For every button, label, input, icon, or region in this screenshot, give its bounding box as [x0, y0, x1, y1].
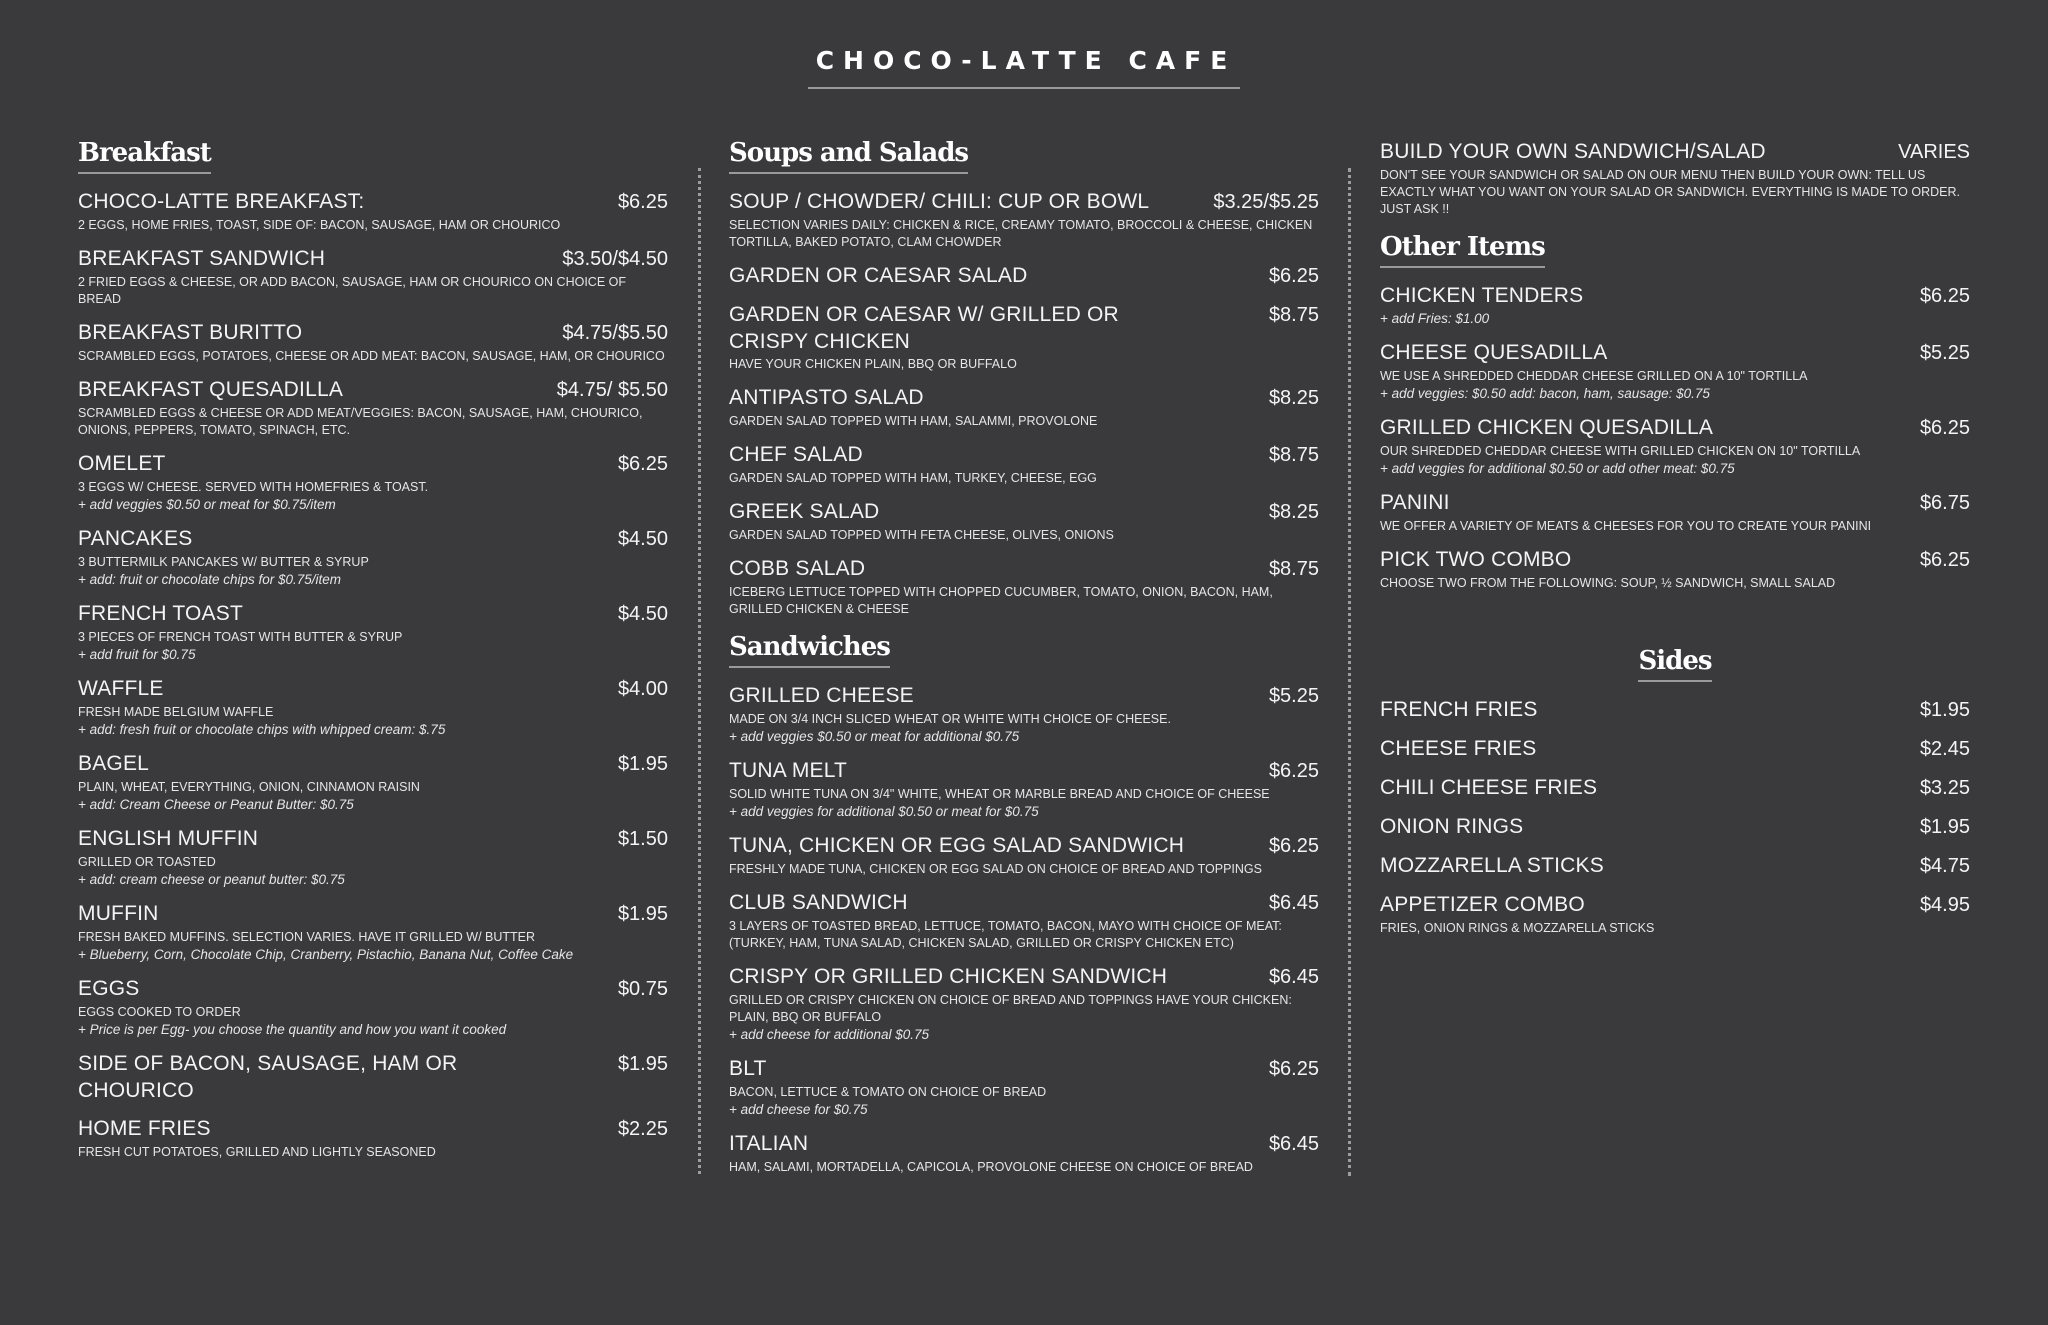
menu-item-price: $8.25 [1268, 501, 1319, 523]
menu-item [78, 600, 668, 664]
menu-item-price: $2.45 [1919, 738, 1970, 760]
menu-item-header [729, 555, 1319, 583]
menu-item-name: COBB SALAD [729, 557, 866, 580]
menu-item-name: BREAKFAST SANDWICH [78, 247, 326, 270]
menu-header [0, 46, 2048, 89]
menu-item-name: HOME FRIES [78, 1117, 211, 1140]
menu-item [729, 441, 1319, 487]
menu-item-price: $4.50 [617, 603, 668, 625]
menu-item-description: SOLID WHITE TUNA ON 3/4" WHITE, WHEAT OR MARBLE BREAD AND CHOICE OF CHEESE [729, 787, 1270, 801]
menu-item-price: $8.75 [1268, 558, 1319, 580]
menu-item-name: SIDE OF BACON, SAUSAGE, HAM OR CHOURICO [78, 1052, 458, 1102]
section-heading: Sides [1638, 646, 1711, 682]
menu-item-description: FRESH MADE BELGIUM WAFFLE [78, 705, 274, 719]
menu-item-price: $2.25 [617, 1118, 668, 1140]
menu-item-price: $1.95 [1919, 699, 1970, 721]
menu-item-header [1380, 774, 1970, 802]
menu-item-description: 2 FRIED EGGS & CHEESE, OR ADD BACON, SAUSAGE, HAM OR CHOURICO ON CHOICE OF BREAD [78, 275, 626, 306]
menu-item-description: BACON, LETTUCE & TOMATO ON CHOICE OF BREAD [729, 1085, 1047, 1099]
menu-item-addon-note: + add veggies $0.50 or meat for additional $0.75 [729, 729, 1020, 744]
menu-item-price: $4.50 [617, 528, 668, 550]
menu-item-price: $6.45 [1268, 1133, 1319, 1155]
menu-item-header [729, 441, 1319, 469]
menu-item [78, 525, 668, 589]
menu-column-2 [729, 138, 1319, 1190]
column-divider [698, 168, 701, 1174]
menu-item [729, 262, 1319, 290]
menu-item-price: $4.75 [1919, 855, 1970, 877]
menu-item-price: $8.25 [1268, 387, 1319, 409]
menu-item-addon-note: + Blueberry, Corn, Chocolate Chip, Cranberry, Pistachio, Banana Nut, Coffee Cake [78, 947, 574, 962]
menu-item-header [729, 498, 1319, 526]
menu-item-description: SCRAMBLED EGGS, POTATOES, CHEESE OR ADD MEAT: BACON, SAUSAGE, HAM, OR CHOURICO [78, 349, 665, 363]
menu-item-price: $8.75 [1268, 444, 1319, 466]
menu-item [729, 889, 1319, 952]
menu-item [729, 682, 1319, 746]
menu-item-header [729, 832, 1319, 860]
menu-item [1380, 891, 1970, 937]
menu-item [1380, 282, 1970, 328]
menu-item-price: $1.95 [1919, 816, 1970, 838]
menu-item-header [78, 1115, 668, 1143]
menu-item-price: $1.95 [617, 1053, 668, 1075]
menu-item-price: $6.25 [1268, 1058, 1319, 1080]
menu-item-price: $3.50/$4.50 [562, 248, 668, 270]
menu-item-addon-note: + add veggies for additional $0.50 or meat for $0.75 [729, 804, 1039, 819]
menu-item-header [1380, 546, 1970, 574]
menu-item [78, 750, 668, 814]
menu-item-description: CHOOSE TWO FROM THE FOLLOWING: SOUP, ½ SANDWICH, SMALL SALAD [1380, 576, 1836, 590]
menu-item-header [1380, 852, 1970, 880]
menu-item [78, 1050, 668, 1104]
column-divider [1348, 168, 1351, 1176]
section-sandwiches [729, 632, 1319, 1176]
menu-column-1 [78, 138, 668, 1175]
menu-item-header [1380, 696, 1970, 724]
menu-item-price: $6.25 [1268, 835, 1319, 857]
menu-item-price: $8.75 [1268, 304, 1319, 326]
menu-item-header [78, 1050, 668, 1104]
menu-item-price: $6.45 [1268, 892, 1319, 914]
menu-item-description: PLAIN, WHEAT, EVERYTHING, ONION, CINNAMON RAISIN [78, 780, 420, 794]
menu-item-name: ENGLISH MUFFIN [78, 827, 259, 850]
menu-item-price: $0.75 [617, 978, 668, 1000]
menu-item-addon-note: + add: fruit or chocolate chips for $0.75/item [78, 572, 342, 587]
menu-item-price: $4.95 [1919, 894, 1970, 916]
menu-item [729, 301, 1319, 373]
menu-item-description: EGGS COOKED TO ORDER [78, 1005, 241, 1019]
menu-item-description: HAVE YOUR CHICKEN PLAIN, BBQ OR BUFFALO [729, 357, 1017, 371]
menu-item-description: 3 LAYERS OF TOASTED BREAD, LETTUCE, TOMATO, BACON, MAYO WITH CHOICE OF MEAT: (TURKEY, HAM, TUNA SALAD, CHICKEN SALAD, GRILLED OR CRISPY CHICKEN ETC) [729, 919, 1282, 950]
menu-item-name: CHEESE QUESADILLA [1380, 341, 1608, 364]
section-other-items [1380, 232, 1970, 592]
menu-item-price: $6.25 [1919, 417, 1970, 439]
menu-item-header [729, 963, 1319, 991]
menu-item [78, 825, 668, 889]
menu-item [1380, 414, 1970, 478]
menu-item-header [78, 525, 668, 553]
menu-item [729, 555, 1319, 618]
menu-item [1380, 774, 1970, 802]
menu-item-description: GARDEN SALAD TOPPED WITH HAM, TURKEY, CHEESE, EGG [729, 471, 1097, 485]
menu-item-addon-note: + add fruit for $0.75 [78, 647, 196, 662]
menu-item-header [78, 376, 668, 404]
menu-item-header [729, 262, 1319, 290]
menu-item-description: OUR SHREDDED CHEDDAR CHEESE WITH GRILLED CHICKEN ON 10" TORTILLA [1380, 444, 1861, 458]
menu-item-price: $5.25 [1919, 342, 1970, 364]
menu-item-description: 3 BUTTERMILK PANCAKES W/ BUTTER & SYRUP [78, 555, 369, 569]
menu-item-header [78, 600, 668, 628]
menu-item-header [78, 450, 668, 478]
menu-item-name: CHEESE FRIES [1380, 737, 1537, 760]
menu-item-description: 3 EGGS W/ CHEESE. SERVED WITH HOMEFRIES & TOAST. [78, 480, 429, 494]
menu-item-price: $4.00 [617, 678, 668, 700]
menu-item-name: CHILI CHEESE FRIES [1380, 776, 1598, 799]
menu-item [729, 1055, 1319, 1119]
menu-item-header [1380, 282, 1970, 310]
menu-item-addon-note: + add veggies: $0.50 add: bacon, ham, sausage: $0.75 [1380, 386, 1710, 401]
menu-item-name: GREEK SALAD [729, 500, 880, 523]
menu-item [729, 832, 1319, 878]
menu-item-addon-note: + add Fries: $1.00 [1380, 311, 1490, 326]
section-heading: Sandwiches [729, 632, 890, 668]
menu-item-description: WE USE A SHREDDED CHEDDAR CHEESE GRILLED ON A 10" TORTILLA [1380, 369, 1808, 383]
menu-item [1380, 546, 1970, 592]
menu-item-price: $6.25 [1919, 549, 1970, 571]
menu-item-addon-note: + add veggies $0.50 or meat for $0.75/item [78, 497, 336, 512]
menu-item-addon-note: + add: cream cheese or peanut butter: $0.75 [78, 872, 345, 887]
menu-item-name: FRENCH FRIES [1380, 698, 1538, 721]
menu-item-addon-note: + add veggies for additional $0.50 or add other meat: $0.75 [1380, 461, 1735, 476]
menu-item-price: $1.95 [617, 903, 668, 925]
menu-item-price: $4.75/$5.50 [562, 322, 668, 344]
menu-item-name: CHEF SALAD [729, 443, 863, 466]
menu-item [78, 1115, 668, 1161]
menu-item-name: GRILLED CHEESE [729, 684, 914, 707]
menu-item-header [78, 319, 668, 347]
menu-item-name: BREAKFAST BURITTO [78, 321, 303, 344]
menu-item-price: $3.25 [1919, 777, 1970, 799]
menu-item-description: WE OFFER A VARIETY OF MEATS & CHEESES FOR YOU TO CREATE YOUR PANINI [1380, 519, 1872, 533]
menu-item [78, 450, 668, 514]
menu-item-header [1380, 339, 1970, 367]
menu-item-addon-note: + add: fresh fruit or chocolate chips with whipped cream: $.75 [78, 722, 446, 737]
menu-item-description: FRESHLY MADE TUNA, CHICKEN OR EGG SALAD ON CHOICE OF BREAD AND TOPPINGS [729, 862, 1262, 876]
section [1380, 138, 1970, 218]
menu-item-name: PANINI [1380, 491, 1450, 514]
menu-item-name: GRILLED CHICKEN QUESADILLA [1380, 416, 1714, 439]
menu-item-name: BUILD YOUR OWN SANDWICH/SALAD [1380, 140, 1766, 163]
menu-item-description: GARDEN SALAD TOPPED WITH FETA CHEESE, OLIVES, ONIONS [729, 528, 1114, 542]
menu-item-description: FRESH BAKED MUFFINS. SELECTION VARIES. HAVE IT GRILLED W/ BUTTER [78, 930, 536, 944]
menu-item-header [78, 975, 668, 1003]
menu-item-header [1380, 813, 1970, 841]
menu-item-price: $4.75/ $5.50 [556, 379, 668, 401]
menu-item-header [729, 384, 1319, 412]
menu-item [729, 498, 1319, 544]
menu-item-header [78, 188, 668, 216]
menu-item [1380, 339, 1970, 403]
menu-item-price: $6.25 [1919, 285, 1970, 307]
menu-item [1380, 813, 1970, 841]
menu-item-price: $3.25/$5.25 [1213, 191, 1319, 213]
menu-item [78, 376, 668, 439]
menu-item-header [78, 900, 668, 928]
menu-item-name: ONION RINGS [1380, 815, 1524, 838]
menu-item [729, 963, 1319, 1044]
menu-item-description: GRILLED OR TOASTED [78, 855, 216, 869]
menu-item-price: $1.50 [617, 828, 668, 850]
menu-item-header [78, 825, 668, 853]
menu-item-header [729, 188, 1319, 216]
menu-item-addon-note: + add cheese for additional $0.75 [729, 1027, 930, 1042]
section-heading: Breakfast [78, 138, 211, 174]
section-heading: Soups and Salads [729, 138, 968, 174]
menu-item-name: MOZZARELLA STICKS [1380, 854, 1604, 877]
menu-item-addon-note: + add cheese for $0.75 [729, 1102, 868, 1117]
menu-item-header [729, 757, 1319, 785]
section-heading: Other Items [1380, 232, 1545, 268]
menu-item-header [78, 675, 668, 703]
menu-item-name: CLUB SANDWICH [729, 891, 908, 914]
menu-item-header [729, 301, 1319, 355]
menu-item [1380, 852, 1970, 880]
menu-item-name: APPETIZER COMBO [1380, 893, 1585, 916]
menu-item-name: ITALIAN [729, 1132, 809, 1155]
menu-item-header [1380, 138, 1970, 166]
menu-item-addon-note: + Price is per Egg- you choose the quantity and how you want it cooked [78, 1022, 507, 1037]
menu-title: CHOCO-LATTE CAFE [808, 46, 1241, 89]
menu-item [78, 900, 668, 964]
menu-item-price: VARIES [1898, 141, 1970, 163]
menu-item [78, 188, 668, 234]
menu-item-name: CHICKEN TENDERS [1380, 284, 1584, 307]
menu-column-3 [1380, 138, 1970, 951]
menu-item-name: BREAKFAST QUESADILLA [78, 378, 344, 401]
menu-item-header [729, 889, 1319, 917]
menu-item [78, 675, 668, 739]
section-breakfast [78, 138, 668, 1161]
menu-item-name: TUNA MELT [729, 759, 848, 782]
menu-item-description: FRIES, ONION RINGS & MOZZARELLA STICKS [1380, 921, 1655, 935]
menu-item [1380, 489, 1970, 535]
menu-item-description: FRESH CUT POTATOES, GRILLED AND LIGHTLY SEASONED [78, 1145, 436, 1159]
menu-item [78, 245, 668, 308]
menu-item-name: CHOCO-LATTE BREAKFAST: [78, 190, 365, 213]
menu-item-price: $6.25 [1268, 265, 1319, 287]
menu-item-description: GRILLED OR CRISPY CHICKEN ON CHOICE OF BREAD AND TOPPINGS HAVE YOUR CHICKEN: PLAIN, BBQ OR BUFFALO [729, 993, 1292, 1024]
menu-item-header [729, 682, 1319, 710]
menu-item-name: TUNA, CHICKEN OR EGG SALAD SANDWICH [729, 834, 1185, 857]
menu-item [729, 757, 1319, 821]
spacer [1380, 606, 1970, 646]
menu-item-name: CRISPY OR GRILLED CHICKEN SANDWICH [729, 965, 1168, 988]
menu-item-price: $6.25 [617, 453, 668, 475]
menu-item-description: DON'T SEE YOUR SANDWICH OR SALAD ON OUR MENU THEN BUILD YOUR OWN: TELL US EXACTLY WHAT YOU WANT ON YOUR SALAD OR SANDWICH. EVERYTHING IS MADE TO ORDER. JUST ASK !! [1380, 168, 1960, 216]
menu-item-description: HAM, SALAMI, MORTADELLA, CAPICOLA, PROVOLONE CHEESE ON CHOICE OF BREAD [729, 1160, 1253, 1174]
menu-item-header [78, 245, 668, 273]
menu-item-price: $5.25 [1268, 685, 1319, 707]
menu-item-name: PANCAKES [78, 527, 193, 550]
menu-item-description: GARDEN SALAD TOPPED WITH HAM, SALAMMI, PROVOLONE [729, 414, 1098, 428]
menu-item-price: $6.25 [617, 191, 668, 213]
menu-item-price: $1.95 [617, 753, 668, 775]
menu-item [729, 188, 1319, 251]
menu-item-price: $6.25 [1268, 760, 1319, 782]
menu-item-header [1380, 414, 1970, 442]
menu-item-name: OMELET [78, 452, 166, 475]
menu-item [78, 975, 668, 1039]
menu-item-name: WAFFLE [78, 677, 164, 700]
menu-item-name: PICK TWO COMBO [1380, 548, 1572, 571]
menu-item-header [1380, 735, 1970, 763]
menu-item-description: 3 PIECES OF FRENCH TOAST WITH BUTTER & SYRUP [78, 630, 403, 644]
menu-item-price: $6.75 [1919, 492, 1970, 514]
menu-item-name: BAGEL [78, 752, 150, 775]
menu-item-header [78, 750, 668, 778]
menu-item-addon-note: + add: Cream Cheese or Peanut Butter: $0.75 [78, 797, 354, 812]
menu-item-name: GARDEN OR CAESAR SALAD [729, 264, 1028, 287]
menu-item [729, 1130, 1319, 1176]
menu-item [1380, 696, 1970, 724]
menu-item-header [729, 1130, 1319, 1158]
menu-item-name: GARDEN OR CAESAR W/ GRILLED OR CRISPY CHICKEN [729, 303, 1119, 353]
menu-item-name: SOUP / CHOWDER/ CHILI: CUP OR BOWL [729, 190, 1150, 213]
menu-item [729, 384, 1319, 430]
menu-item-price: $6.45 [1268, 966, 1319, 988]
menu-item [78, 319, 668, 365]
menu-item-description: MADE ON 3/4 INCH SLICED WHEAT OR WHITE WITH CHOICE OF CHEESE. [729, 712, 1171, 726]
menu-item-header [729, 1055, 1319, 1083]
section-sides [1380, 606, 1970, 937]
menu-item-description: 2 EGGS, HOME FRIES, TOAST, SIDE OF: BACON, SAUSAGE, HAM OR CHOURICO [78, 218, 561, 232]
menu-item-name: EGGS [78, 977, 140, 1000]
menu-item-header [1380, 891, 1970, 919]
menu-item-description: SELECTION VARIES DAILY: CHICKEN & RICE, CREAMY TOMATO, BROCCOLI & CHEESE, CHICKEN TORTILLA, BAKED POTATO, CLAM CHOWDER [729, 218, 1313, 249]
menu-item-name: ANTIPASTO SALAD [729, 386, 924, 409]
menu-item-description: SCRAMBLED EGGS & CHEESE OR ADD MEAT/VEGGIES: BACON, SAUSAGE, HAM, CHOURICO, ONIONS, PEPPERS, TOMATO, SPINACH, ETC. [78, 406, 643, 437]
menu-item-name: BLT [729, 1057, 767, 1080]
menu-item [1380, 735, 1970, 763]
menu-item-header [1380, 489, 1970, 517]
menu-item-name: MUFFIN [78, 902, 159, 925]
menu-item-name: FRENCH TOAST [78, 602, 243, 625]
menu-item-description: ICEBERG LETTUCE TOPPED WITH CHOPPED CUCUMBER, TOMATO, ONION, BACON, HAM, GRILLED CHICKEN & CHEESE [729, 585, 1273, 616]
section-soups-and-salads [729, 138, 1319, 618]
menu-item [1380, 138, 1970, 218]
